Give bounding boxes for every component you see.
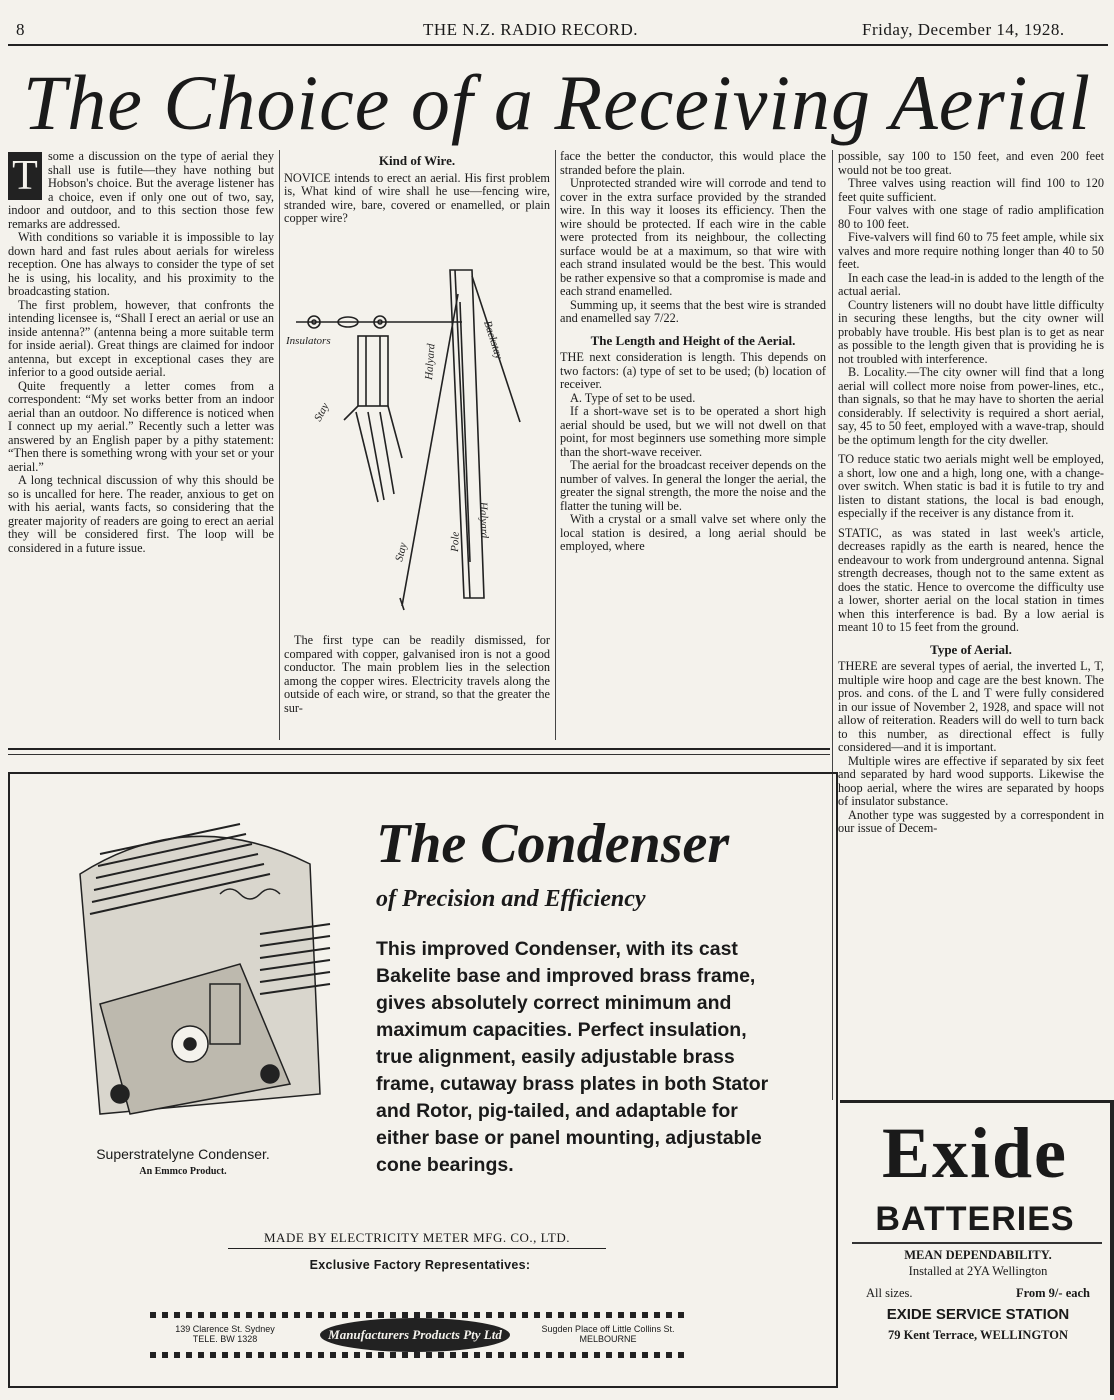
article-column-1: [8, 150, 274, 555]
exide-address: 79 Kent Terrace, WELLINGTON: [887, 1328, 1069, 1342]
ad-title: The Condenser: [376, 813, 730, 875]
label-halyard: Halyard: [423, 343, 438, 381]
ad-body-text: This improved Condenser, with its cast Bakelite base and improved brass frame, gives absolutely correct minimum and maximum capacities. Perfect insulation, true alignment, easily adjustable brass frame, cutaway brass plates in both Stator and Rotor, pig-tailed, and adaptable for either base or panel mounting, adjustable cone bearings.: [376, 938, 769, 1176]
condenser-caption: Superstratelyne Condenser.: [96, 1146, 270, 1162]
label-pole: Pole: [449, 531, 462, 553]
ad-subtitle: of Precision and Efficiency: [376, 886, 646, 912]
paragraph: The aerial for the broadcast receiver depends on the number of valves. In general the longer the aerial, the greater the signal strength, the more the noise and the flatter the tuning will be.: [560, 458, 826, 513]
paragraph: A. Type of set to be used.: [570, 390, 696, 405]
condenser-caption-sub: An Emmco Product.: [139, 1166, 227, 1177]
banner-pattern: [150, 1352, 690, 1358]
label-halyard-lower: Halyard: [477, 501, 491, 539]
exide-price: From 9/- each: [1015, 1286, 1090, 1300]
representatives-banner: [150, 1304, 690, 1364]
article-column-4: [838, 150, 1104, 836]
label-backstay: Backstay: [481, 319, 505, 361]
paragraph: Quite frequently a letter comes from a correspondent: “My set works better from an indoor aerial than an outdoor. No difference is noticed when I connect up my aerial.” Recently such a letter was answered by an English paper by a pithy statement: “Then there is something wrong with your set or your aerial.”: [8, 378, 274, 474]
paragraph: If a short-wave set is to be operated a short high aerial should be used, but we will not dwell on that point, for most beginners use something more simple than the short-wave receiver.: [560, 404, 826, 459]
paragraph: With conditions so variable it is impossible to lay down hard and fast rules about aerials for wireless reception. One has always to consider the type of set he is using, his locality, and his proximity to the broadcasting station.: [8, 230, 274, 298]
exide-service-station: EXIDE SERVICE STATION: [886, 1306, 1070, 1323]
exide-brand: Exide: [881, 1113, 1069, 1193]
article-column-2: [284, 150, 550, 226]
label-insulators: Insulators: [286, 335, 331, 347]
paragraph: B. Locality.—The city owner will find that a long aerial will collect more noise from power-lines, etc., than signals, so that he may have to shorten the aerial considerably. If selectivity is required a short aerial, say, 45 to 50 feet, employed with a wave-trap, should be the optimum length for the city dweller.: [838, 365, 1104, 447]
paragraph: The first type can be readily dismissed, for compared with copper, galvanised iron is not a good conductor. The main problem lies in the selection among the copper wires. Electricity travels along the outside of each wire, or strand, so that the greater the sur-: [284, 633, 550, 715]
aerial-diagram: [284, 262, 550, 632]
address-line: TELE. BW 1328: [192, 1334, 258, 1344]
paragraph: Country listeners will no doubt have little difficulty in securing these lengths, but the city owner will probably have trouble. His best plan is to get as near as possible to the length given that is providing he is not troubled with interference.: [838, 297, 1104, 366]
section-heading-type-of-aerial: Type of Aerial.: [930, 641, 1012, 657]
paragraph: In each case the lead-in is added to the length of the actual aerial.: [838, 270, 1104, 298]
exide-advertisement: [840, 1100, 1110, 1392]
paragraph: Unprotected stranded wire will corrode and tend to cover in the extra surface provided by the stranded wire. In this way it looses its efficiency. Then the wire should be protected. If each wire in the cable were protected from its neighbour, the collecting surface would be at a maximum, so that wire with each strand insulated would be the best. This would be rather expensive so that a compromise is made and each strand enamelled.: [560, 176, 826, 298]
column-divider: [555, 150, 556, 740]
section-heading-kind-of-wire: Kind of Wire.: [378, 153, 456, 168]
issue-date: Friday, December 14, 1928.: [862, 20, 1065, 39]
stay-line: [402, 294, 458, 606]
paragraph: Three valves using reaction will find 100 to 120 feet quite sufficient.: [838, 176, 1104, 204]
article-column-3: [560, 150, 826, 554]
paragraph: some a discussion on the type of aerial they shall use is futile—they have nothing but Hobson's choice. But the average listener has a choice, even if only one out of two, say, indoor and outdoor, and to this section those few remarks are addressed.: [8, 149, 274, 231]
paragraph: THE next consideration is length. This depends on two factors: (a) type of set to be used; (b) location of receiver.: [560, 350, 826, 391]
paragraph: STATIC, as was stated in last week's article, decreases rapidly as the earth is neared, hence the endeavour to work from underground antenna. Signal strength decreases, though not to the same extent as does the static. Hence to overcome the difficulty use a lower, shorter aerial on the local station in times when this interference is bad. By a low aerial is meant 10 to 15 feet from the ground.: [838, 525, 1104, 634]
page-header: [0, 20, 1114, 44]
paragraph: Five-valvers will find 60 to 75 feet ample, while six valves and more require nothing longer than 40 to 50 feet.: [838, 230, 1104, 271]
section-rule-thin: [8, 754, 830, 755]
address-melbourne: [528, 1324, 688, 1344]
exide-rule: [852, 1242, 1102, 1244]
paragraph: The first problem, however, that confronts the intending licensee is, “Shall I erect an aerial or use an inside antenna?” (antenna being a more suitable term for inside aerial). Great things are claimed for indoor antenna, but except in exceptional cases they are inferior to a good outside aerial.: [8, 297, 274, 379]
paragraph: A long technical discussion of why this should be so is uncalled for here. The reader, anxious to get on with his aerial, wants facts, so considering that the greater majority of readers are going to erect an aerial they will be considered first. The loop will be considered in a future issue.: [8, 473, 274, 555]
address-sydney: [150, 1324, 300, 1344]
condenser-illustration: [40, 794, 340, 1134]
header-rule: [8, 44, 1108, 46]
label-stay-lower: Stay: [393, 541, 410, 563]
paragraph: Multiple wires are effective if separated by six feet and separated by hard wood supports. Likewise the hoop aerial, where the wires are separated by hoops of insulator substance.: [838, 753, 1104, 808]
drop-cap-t: T: [8, 152, 42, 200]
paragraph: NOVICE intends to erect an aerial. His first problem is, What kind of wire shall he use—fencing wire, stranded wire, bare, covered or enamelled, or plain copper wire?: [284, 170, 550, 225]
paragraph: face the better the conductor, this would place the stranded before the plain.: [560, 149, 826, 177]
paragraph: With a crystal or a small valve set where only the local station is desired, a long aerial should be employed, where: [560, 512, 826, 553]
paragraph: Another type was suggested by a correspondent in our issue of Decem-: [838, 807, 1104, 835]
exide-tagline: MEAN DEPENDABILITY.: [904, 1248, 1052, 1262]
address-line: MELBOURNE: [579, 1334, 637, 1344]
paragraph: possible, say 100 to 150 feet, and even 200 feet would not be too great.: [838, 149, 1104, 177]
paragraph: Four valves with one stage of radio amplification 80 to 100 feet.: [838, 203, 1104, 231]
column-divider: [279, 150, 280, 740]
pulley-detail: [358, 336, 388, 406]
manufacturers-products-logo: Manufacturers Products Pty Ltd: [320, 1318, 510, 1352]
manufacturer-line: MADE BY ELECTRICITY METER MFG. CO., LTD.: [228, 1230, 606, 1249]
section-heading-length-height: The Length and Height of the Aerial.: [590, 332, 796, 348]
paragraph: Summing up, it seems that the best wire is stranded and enamelled say 7/22.: [560, 297, 826, 325]
exide-sizes: All sizes.: [866, 1286, 913, 1300]
label-stay: Stay: [312, 401, 332, 424]
address-line: Sugden Place off Little Collins St.: [541, 1324, 675, 1334]
paragraph: TO reduce static two aerials might well be employed, a short, low one and a high, long one, with a change-over switch. When static is bad it is futile to try and listen to distant stations, the local is bad enough, especially if the receiver is any distance from it.: [838, 452, 1104, 520]
article-column-2-bottom: [284, 634, 550, 715]
address-line: 139 Clarence St. Sydney: [175, 1324, 275, 1334]
representatives-line: Exclusive Factory Representatives:: [309, 1258, 531, 1272]
article-headline: The Choice of a Receiving Aerial: [22, 59, 1092, 146]
paragraph: THERE are several types of aerial, the inverted L, T, multiple wire hoop and cage are the best known. The pros. and cons. of the L and T were fully considered in our issue of November 2, 1928, and space will not allow of reiteration. Readers will do well to turn back to this number, as directional effect is fully considered—and it is important.: [838, 659, 1104, 754]
publication-name: THE N.Z. RADIO RECORD.: [423, 20, 638, 39]
page-number: 8: [16, 20, 25, 39]
condenser-advertisement: [8, 772, 838, 1388]
exide-batteries: BATTERIES: [875, 1200, 1075, 1238]
exide-installed: Installed at 2YA Wellington: [908, 1264, 1048, 1278]
section-rule: [8, 748, 830, 750]
